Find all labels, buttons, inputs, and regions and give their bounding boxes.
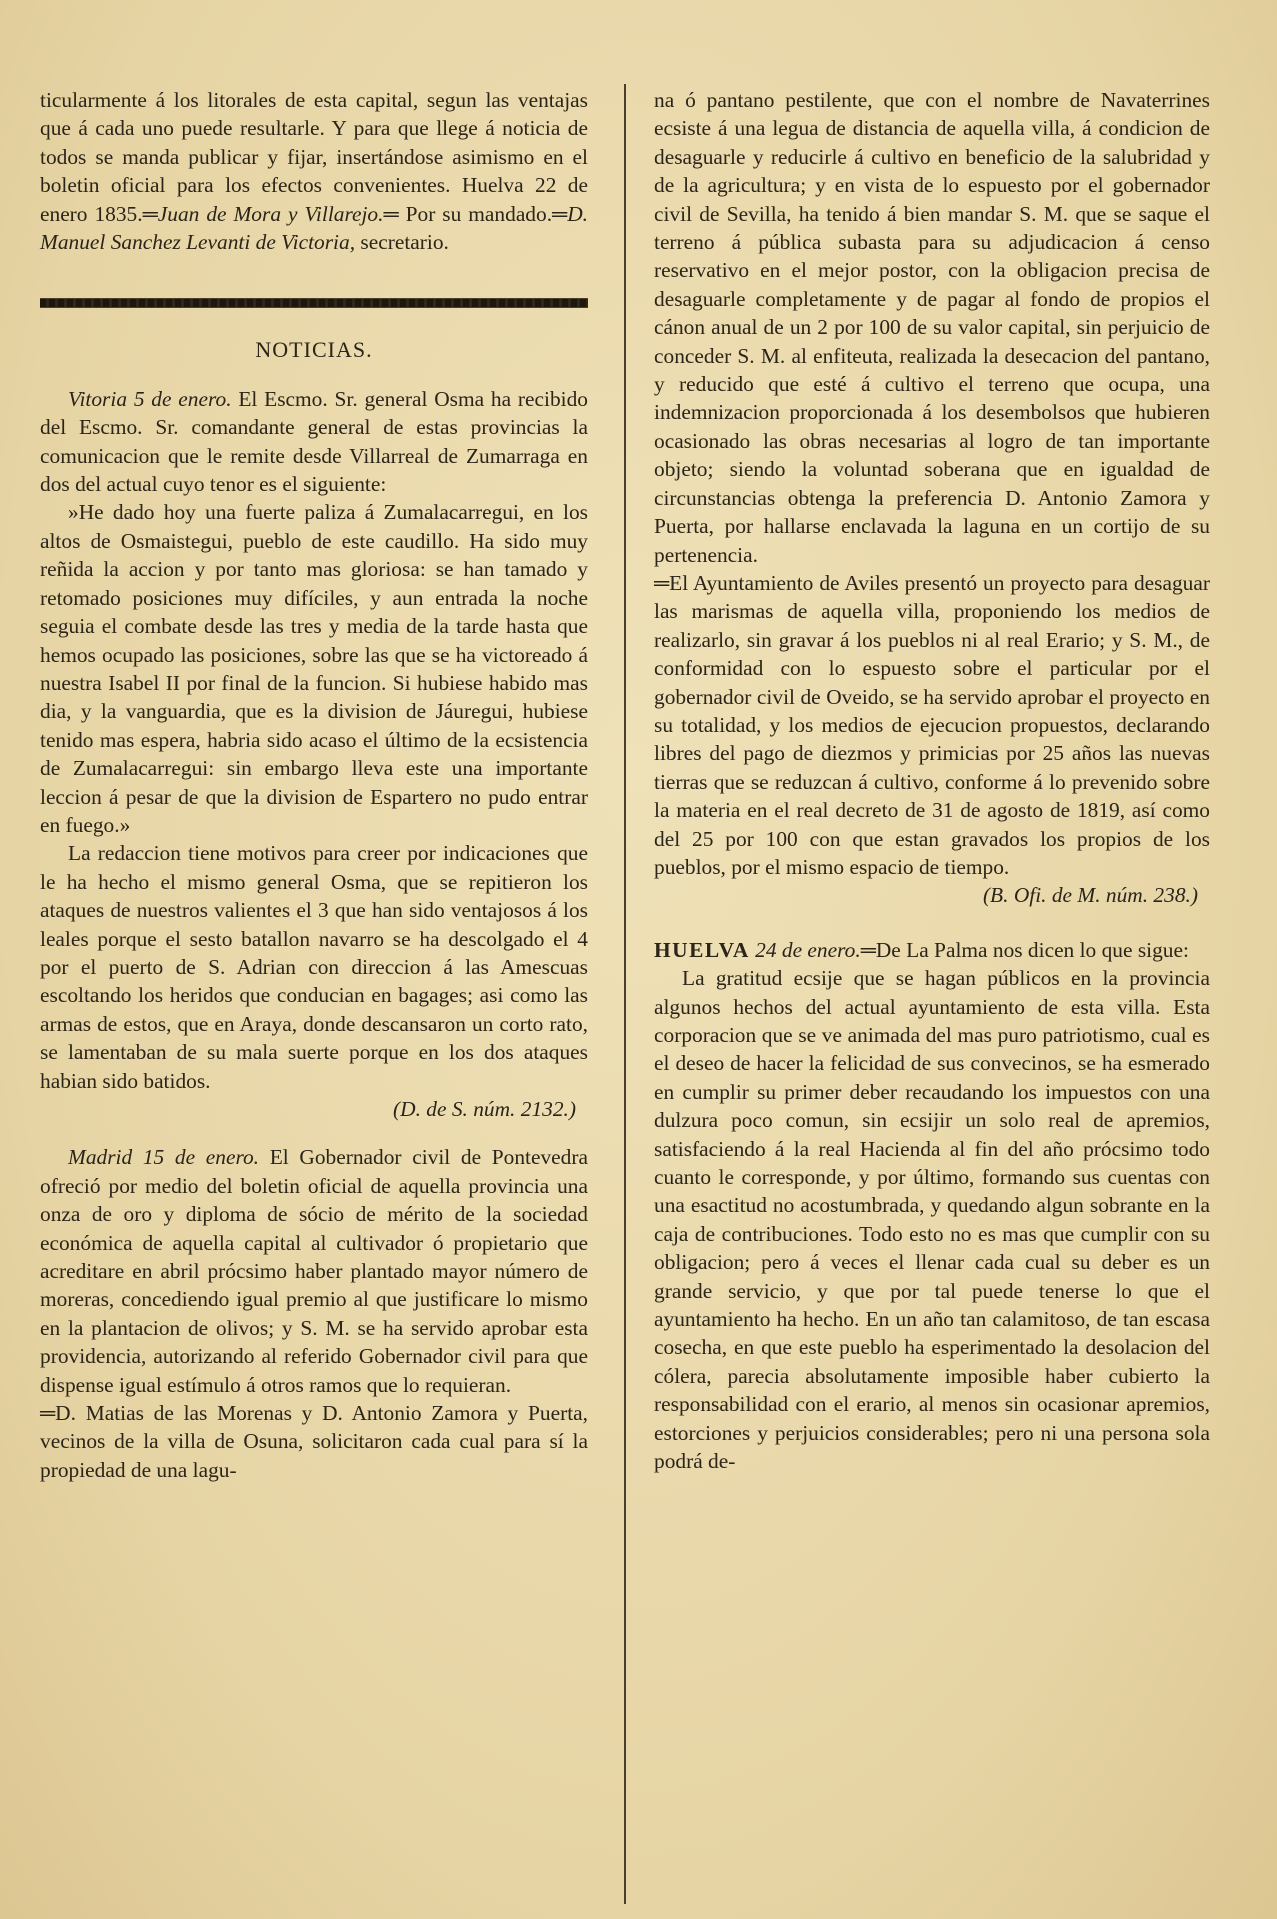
vitoria-text: El Escmo. Sr. general Osma ha recibido del Escmo. Sr. comandante general de estas provincias la comunicacion que le remite desde Villarreal de Zumarraga en dos del actual cuyo tenor es el siguiente:	[40, 386, 588, 497]
right-column	[654, 86, 1210, 1476]
morenas-paragraph: ═D. Matias de las Morenas y D. Antonio Zamora y Puerta, vecinos de la villa de Osuna, solicitaron cada cual para sí la propiedad de una lagu-	[40, 1401, 588, 1482]
vitoria-quote: »He dado hoy una fuerte paliza á Zumalacarregui, en los altos de Osmaistegui, pueblo de este caudillo. Ha sido muy reñida la accion y por tanto mas gloriosa: se han tamado y retomado posiciones muy difíciles, y aun entrada la noche seguia el combate desde las tres y media de la tarde hasta que hemos ocupado las posiciones, sobre las que se ha victoreado á nuestra Isabel II por final de la funcion. Si hubiese habido mas dia, y la vanguardia, que es la division de Jáuregui, hubiese tenido mas espera, habria sido acaso el último de la ecsistencia de Zumalacarregui: sin embargo lleva este una importante leccion á pesar de que la division de Espartero no pudo entrar en fuego.»	[40, 500, 588, 837]
column-divider	[624, 84, 626, 1904]
madrid-dateline: Madrid 15 de enero.	[68, 1145, 260, 1170]
vitoria-paragraph	[40, 385, 588, 499]
section-heading: NOTICIAS.	[255, 337, 373, 363]
intro-paragraph: ticularmente á los litorales de esta capital, segun las ventajas que á cada uno puede resultarle. Y para que llege á noticia de todos se manda publicar y fijar, insertándose asimismo en el boletin oficial para los efectos convenientes. Huelva 22 de enero 1835.═Juan de Mora y Villarejo.═ Por su mandado.═D. Manuel Sanchez Levanti de Victoria, secretario.	[40, 88, 588, 255]
vitoria-redaccion: La redaccion tiene motivos para creer por indicaciones que le ha hecho el mismo general Osma, que se repitieron los ataques de nuestros valientes el 3 que han sido ventajosos á los leales porque el sesto batallon navarro se ha descolgado el 4 por el puerto de S. Adrian con direccion á las Amescuas escoltando los heridos que conducian en bagages; asi como las armas de estos, que en Araya, donde descansaron un corto rato, se lamentaban de su mala suerte porque en los dos ataques habian sido batidos.	[40, 841, 588, 1093]
madrid-text: El Gobernador civil de Pontevedra ofreció por medio del boletin oficial de aquella provincia una onza de oro y diploma de sócio de mérito de la sociedad económica de aquella capital al cultivador ó propietario que acreditare en abril prócsimo haber plantado mayor número de moreras, concediendo igual premio al que justificare lo mismo en la plantacion de olivos; y S. M. se ha servido aprobar esta providencia, autorizando al referido Gobernador civil para que dispense igual estímulo á otros ramos que lo requieran.	[40, 1145, 588, 1397]
huelva-paragraph	[654, 936, 1210, 964]
intro-text: ticularmente á los litorales de esta capital, segun las ventajas que á cada uno puede resultarle. Y para que llege á noticia de todos se manda publicar y fijar, insertándose asimismo en el boletin oficial para los efectos convenientes. Huelva 22 de enero 1835.	[40, 88, 588, 226]
navaterrines-paragraph: na ó pantano pestilente, que con el nombre de Navaterrines ecsiste á una legua de distancia de aquella villa, á condicion de desaguarle y reducirle á cultivo en beneficio de la salubridad y de la agricultura; y en vista de lo espuesto por el gobernador civil de Sevilla, ha tenido á bien mandar S. M. que se saque el terreno á pública subasta para su adjudicacion á censo reservativo en el mejor postor, con la obligacion precisa de desaguarle completamente y de pagar al fondo de propios el cánon anual de un 2 por 100 de su valor capital, sin perjuicio de conceder S. M. al enfiteuta, realizada la desecacion del pantano, y reducido que esté á cultivo el terreno que ocupa, una indemnizacion proporcionada á los desembolsos que hubieren ocasionado las obras necesarias al logro de tan importante objeto; siendo la voluntad soberana que en igualdad de circunstancias obtenga la preferencia D. Antonio Zamora y Puerta, por hallarse enclavada la laguna en un cortijo de su pertenencia.	[654, 88, 1210, 567]
madrid-paragraph	[40, 1143, 588, 1399]
signature-mora: Juan de Mora y Villarejo.	[157, 201, 384, 226]
huelva-date: 24 de enero.	[755, 937, 861, 962]
aviles-paragraph: ═El Ayuntamiento de Aviles presentó un proyecto para desaguar las marismas de aquella villa, proponiendo los medios de realizarlo, sin gravar á los pueblos ni al real Erario; y S. M., de conformidad con lo espuesto sobre el particular por el gobernador civil de Oveido, se ha servido aprobar el proyecto en su totalidad, y los medios de ejecucion propuestos, declarando libres del pago de diezmos y primicias por 25 años las nuevas tierras que se reduzcan á cultivo, conforme á lo prevenido sobre la materia en el real decreto de 31 de agosto de 1819, así como del 25 por 100 con que estan gravados los propios de los pueblos, por el mismo espacio de tiempo.	[654, 570, 1210, 879]
vitoria-dateline: Vitoria 5 de enero.	[68, 386, 232, 411]
signature-sanchez: D. Manuel Sanchez Levanti de Victoria,	[40, 201, 588, 255]
left-column	[40, 86, 588, 1484]
vitoria-citation: (D. de S. núm. 2132.)	[393, 1097, 576, 1121]
huelva-text: La gratitud ecsije que se hagan públicos en la provincia algunos hechos del actual ayuntamiento de esta villa. Esta corporacion que se ve animada del mas puro patriotismo, cual es el deseo de hacer la felicidad de sus convecinos, se ha esmerado en cumplir su primer deber recaudando los impuestos con una dulzura poco comun, sin ecsijir un solo real de apremios, satisfaciendo á la real Hacienda al fin del año prócsimo todo cuanto le corresponde, y por último, formando sus cuentas con una esactitud no acostumbrada, y quedando algun sobrante en la caja de contribuciones. Todo esto no es mas que cumplir con su obligacion; pero á veces el llenar cada cual su deber es un grande servicio, y que por tal puede tenerse lo que el ayuntamiento ha hecho. En un año tan calamitoso, de tan escasa cosecha, en que este pueblo ha esperimentado la desolacion del cólera, parecia absolutamente imposible haber cubierto la responsabilidad con el erario, al menos sin ocasionar apremios, estorciones y perjuicios considerables; pero ni una persona sola podrá de-	[654, 966, 1210, 1474]
secretario-text: secretario.	[360, 230, 449, 255]
huelva-intro: ═De La Palma nos dicen lo que sigue:	[860, 937, 1189, 962]
mandado-text: Por su mandado.	[405, 201, 553, 226]
aviles-citation: (B. Ofi. de M. núm. 238.)	[982, 883, 1198, 908]
section-divider	[40, 298, 588, 308]
huelva-place: HUELVA	[654, 937, 750, 962]
